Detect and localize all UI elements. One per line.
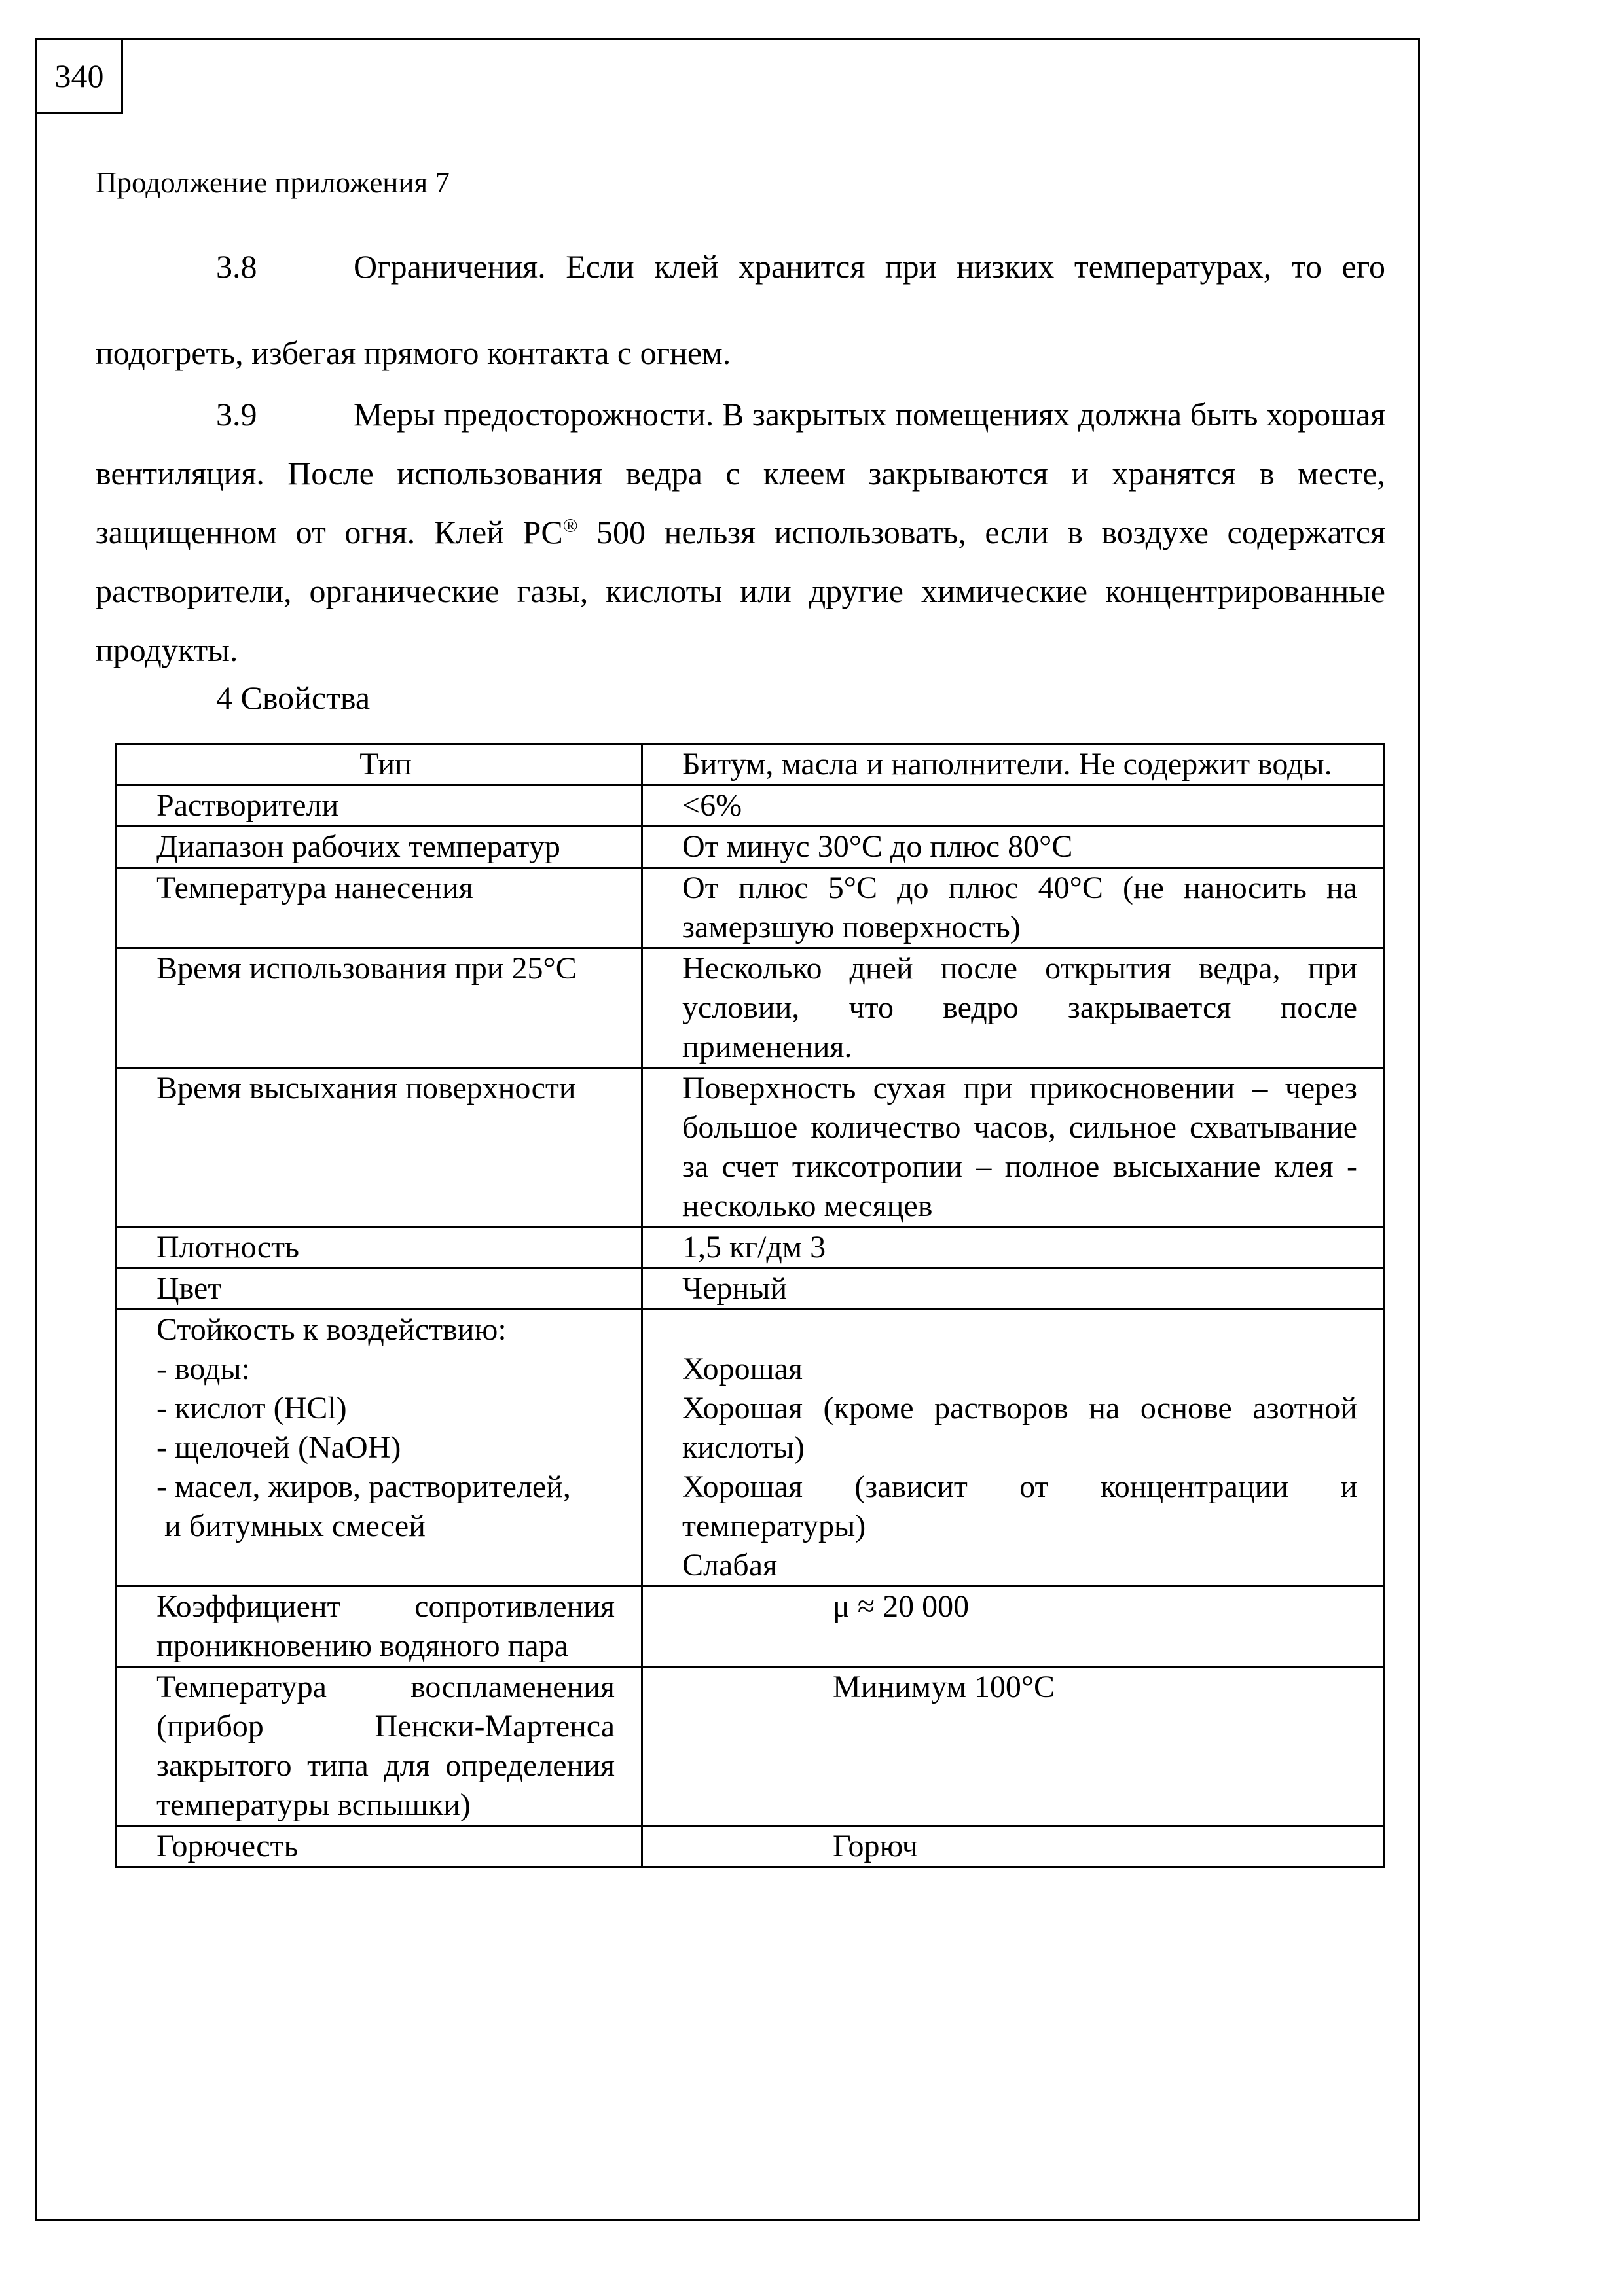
row-value: Черный	[642, 1268, 1385, 1310]
section-3-8-line2: подогреть, избегая прямого контакта с огнем.	[96, 334, 731, 371]
resistance-oils-value: Слабая	[682, 1548, 778, 1583]
table-row	[117, 868, 1385, 948]
vapor-resistance-value: μ ≈ 20 000	[833, 1589, 970, 1624]
row-label: Растворители	[117, 785, 642, 827]
row-label: Температура нанесения	[117, 868, 642, 948]
flash-point-value: Минимум 100°С	[833, 1670, 1055, 1704]
table-row	[117, 785, 1385, 827]
flammability-value: Горюч	[833, 1829, 918, 1863]
row-label: Время использования при 25°С	[117, 948, 642, 1068]
section-4-heading: 4 Свойства	[216, 679, 371, 716]
table-row	[117, 1667, 1385, 1826]
section-3-8-line1	[96, 208, 1385, 325]
section-3-9-text-b: 500 нельзя использовать, если в воздухе содержатся растворители, органические газы, кислоты или другие химические концентрированные продукты.	[96, 514, 1385, 668]
row-value: 1,5 кг/дм 3	[642, 1227, 1385, 1268]
row-label: Горючесть	[117, 1826, 642, 1867]
section-3-8-text: Ограничения. Если клей хранится при низких температурах, то его	[354, 248, 1385, 285]
section-3-9	[96, 385, 1385, 679]
row-value: <6%	[642, 785, 1385, 827]
row-value	[642, 1587, 1385, 1667]
row-label: Коэффициент сопротивления проникновению водяного пара	[117, 1587, 642, 1667]
resistance-water-value: Хорошая	[682, 1352, 803, 1386]
row-value: Битум, масла и наполнители. Не содержит воды.	[642, 744, 1385, 785]
row-label: Цвет	[117, 1268, 642, 1310]
section-3-9-number: 3.9	[216, 396, 257, 433]
row-value: Несколько дней после открытия ведра, при условии, что ведро закрывается после применения.	[642, 948, 1385, 1068]
registered-mark: ®	[562, 514, 578, 537]
table-row	[117, 1826, 1385, 1867]
row-label: Плотность	[117, 1227, 642, 1268]
table-row	[117, 1268, 1385, 1310]
table-row	[117, 827, 1385, 868]
resistance-alkalis-value: Хорошая (зависит от концентрации и температуры)	[682, 1469, 1357, 1543]
row-value: От минус 30°С до плюс 80°С	[642, 827, 1385, 868]
properties-table	[115, 743, 1385, 1868]
resistance-oils: - масел, жиров, растворителей,	[156, 1469, 571, 1504]
row-value	[642, 1667, 1385, 1826]
resistance-water: - воды:	[156, 1352, 250, 1386]
resistance-acids: - кислот (HCl)	[156, 1391, 347, 1426]
resistance-heading: Стойкость к воздействию:	[156, 1312, 507, 1347]
table-row	[117, 1310, 1385, 1587]
row-label	[117, 1310, 642, 1587]
row-label: Температура воспламенения (прибор Пенски-Мартенса закрытого типа для определения температуры вспышки)	[117, 1667, 642, 1826]
table-row	[117, 1587, 1385, 1667]
section-3-8-number: 3.8	[216, 248, 257, 285]
table-row	[117, 1227, 1385, 1268]
page-number: 340	[35, 38, 123, 114]
section-3-9-text-a: Меры предосторожности. В закрытых помещениях должна быть хорошая вентиляция. После использования ведра с клеем закрываются и хранятся в месте, защищенном от огня. Клей PC	[96, 396, 1385, 550]
table-row	[117, 1068, 1385, 1227]
row-value: Поверхность сухая при прикосновении – через большое количество часов, сильное схватывание за счет тиксотропии – полное высыхание клея - несколько месяцев	[642, 1068, 1385, 1227]
row-value	[642, 1826, 1385, 1867]
resistance-acids-value: Хорошая (кроме растворов на основе азотной кислоты)	[682, 1391, 1357, 1465]
row-label: Диапазон рабочих температур	[117, 827, 642, 868]
resistance-alkalis: - щелочей (NaOH)	[156, 1430, 401, 1465]
row-label: Время высыхания поверхности	[117, 1068, 642, 1227]
row-value: От плюс 5°С до плюс 40°С (не наносить на замерзшую поверхность)	[642, 868, 1385, 948]
table-row	[117, 948, 1385, 1068]
continuation-heading: Продолжение приложения 7	[96, 166, 450, 199]
table-row	[117, 744, 1385, 785]
resistance-oils-cont: и битумных смесей	[164, 1509, 426, 1543]
row-value	[642, 1310, 1385, 1587]
row-label: Тип	[117, 744, 642, 785]
